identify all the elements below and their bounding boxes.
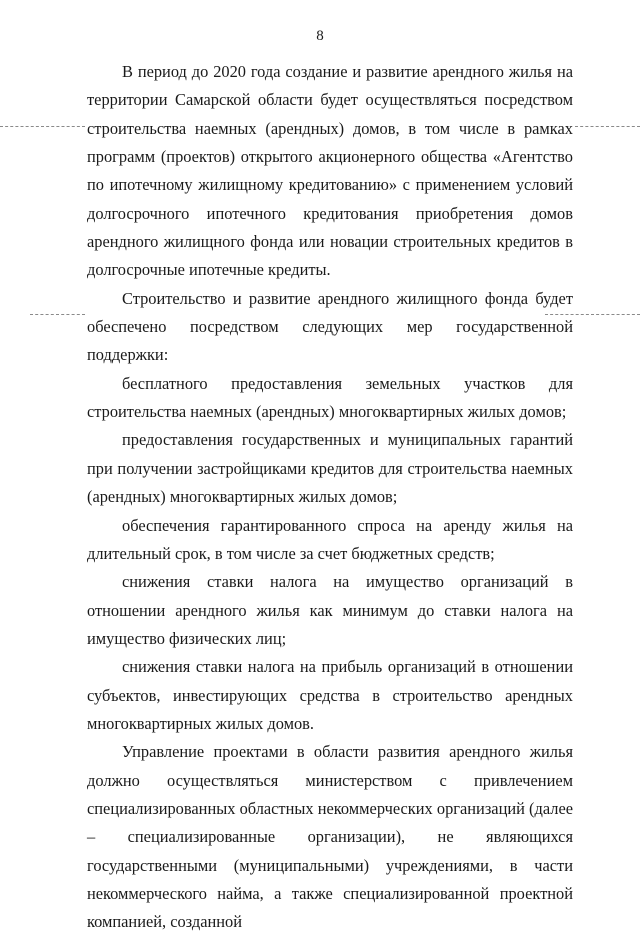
- list-item-zemelnye-uchastki: бесплатного предоставления земельных участков для строительства наемных (арендных) многоквартирных жилых домов;: [87, 373, 573, 422]
- list-item-nalog-pribyl: снижения ставки налога на прибыль организаций в отношении субъектов, инвестирующих средства в строительство арендных многоквартирных жилых домов.: [87, 657, 573, 733]
- list-item-spros: обеспечения гарантированного спроса на аренду жилья на длительный срок, в том числе за счет бюджетных средств;: [87, 515, 573, 563]
- scan-artifact-line: [0, 126, 85, 127]
- paragraph-mery-podderzhki: Строительство и развитие арендного жилищного фонда будет обеспечено посредством следующих мер государственной поддержки:: [87, 288, 573, 365]
- scan-artifact-line: [575, 126, 640, 127]
- paragraph-upravlenie-proektami: Управление проектами в области развития арендного жилья должно осуществляться министерством с привлечением специализированных областных некоммерческих организаций (далее – специализированные организации), не являющихся государственными (муниципальными) учреждениями, в части некоммерческого найма, а также специализированной проектной компанией, созданной: [87, 742, 573, 932]
- page-number: 8: [316, 28, 324, 44]
- list-item-nalog-imushchestvo: снижения ставки налога на имущество организаций в отношении арендного жилья как минимум до ставки налога на имущество физических лиц;: [87, 572, 573, 648]
- scan-artifact-line: [30, 314, 85, 315]
- paragraph-arendnoe-zhilye: В период до 2020 года создание и развитие арендного жилья на территории Самарской области будет осуществляться посредством строительства наемных (арендных) домов, в том числе в рамках программ (проектов) открытого акционерного общества «Агентство по ипотечному жилищному кредитованию» с применением условий долгосрочного ипотечного кредитования приобретения домов арендного жилищного фонда или новации строительных кредитов в долгосрочные ипотечные кредиты.: [87, 62, 573, 280]
- document-body: [87, 58, 573, 937]
- list-item-garantii: предоставления государственных и муниципальных гарантий при получении застройщиками кредитов для строительства наемных (арендных) многоквартирных жилых домов;: [87, 430, 573, 507]
